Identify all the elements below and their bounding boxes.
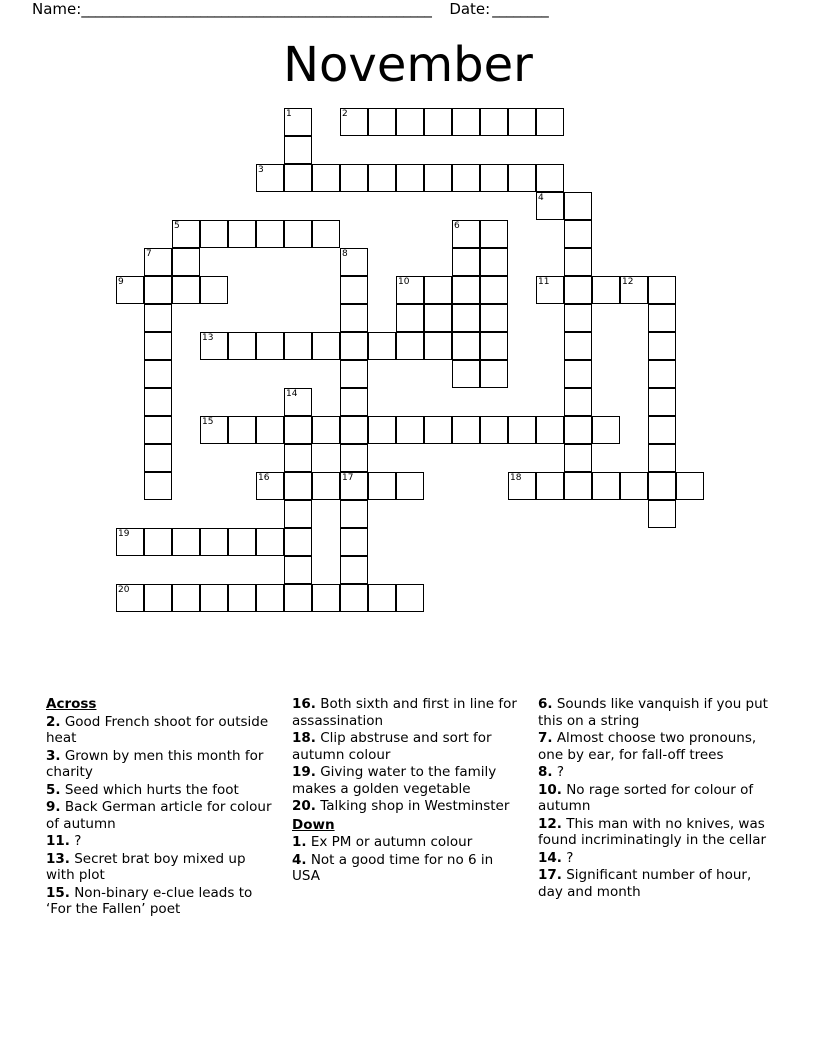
grid-cell[interactable] — [340, 304, 368, 332]
grid-cell[interactable] — [256, 528, 284, 556]
grid-cell[interactable] — [340, 164, 368, 192]
clue-number: 9. — [46, 799, 61, 815]
grid-cell[interactable] — [228, 416, 256, 444]
grid-cell[interactable] — [564, 192, 592, 220]
grid-cell[interactable] — [200, 416, 228, 444]
grid-cell[interactable] — [536, 164, 564, 192]
clue-number: 10. — [538, 781, 562, 798]
grid-cell[interactable] — [228, 584, 256, 612]
grid-cell[interactable] — [648, 500, 676, 528]
grid-cell[interactable] — [256, 472, 284, 500]
grid-cell[interactable] — [228, 220, 256, 248]
grid-cell[interactable] — [200, 220, 228, 248]
grid-cell[interactable] — [256, 164, 284, 192]
cell-number: 18 — [510, 473, 522, 483]
name-write-line[interactable]: __________________________________________________ — [81, 0, 432, 18]
grid-cell[interactable] — [452, 220, 480, 248]
clue-section-heading: Across — [46, 696, 97, 712]
grid-cell[interactable] — [284, 584, 312, 612]
clue-item — [538, 816, 770, 849]
name-date-line — [32, 0, 784, 26]
clue-text: Not a good time for no 6 in USA — [292, 851, 494, 884]
crossword-grid[interactable] — [0, 104, 816, 684]
grid-cell[interactable] — [620, 472, 648, 500]
grid-cell[interactable] — [564, 332, 592, 360]
grid-cell[interactable] — [340, 472, 368, 500]
clue-item — [538, 764, 770, 781]
grid-cell[interactable] — [144, 360, 172, 388]
clue-item — [46, 782, 278, 799]
grid-cell[interactable] — [648, 332, 676, 360]
grid-cell[interactable] — [256, 332, 284, 360]
grid-cell[interactable] — [340, 500, 368, 528]
grid-cell[interactable] — [284, 444, 312, 472]
cell-number: 12 — [622, 277, 634, 287]
grid-cell[interactable] — [144, 416, 172, 444]
clue-number: 14. — [538, 849, 562, 866]
grid-cell[interactable] — [396, 108, 424, 136]
grid-cell[interactable] — [340, 108, 368, 136]
grid-cell[interactable] — [676, 472, 704, 500]
grid-cell[interactable] — [396, 416, 424, 444]
clue-section-heading: Down — [292, 816, 335, 833]
grid-cell[interactable] — [480, 360, 508, 388]
grid-cell[interactable] — [396, 164, 424, 192]
grid-cell[interactable] — [508, 108, 536, 136]
clue-item — [538, 730, 770, 763]
grid-cell[interactable] — [340, 584, 368, 612]
grid-cell[interactable] — [536, 108, 564, 136]
cell-number: 9 — [118, 277, 124, 287]
cell-number: 3 — [258, 165, 264, 175]
grid-cell[interactable] — [564, 248, 592, 276]
clue-item — [538, 867, 770, 900]
grid-cell[interactable] — [480, 276, 508, 304]
grid-cell[interactable] — [480, 248, 508, 276]
grid-cell[interactable] — [340, 416, 368, 444]
clue-number: 20. — [292, 798, 316, 814]
cell-number: 19 — [118, 529, 130, 539]
grid-cell[interactable] — [480, 108, 508, 136]
grid-cell[interactable] — [452, 164, 480, 192]
clue-item — [46, 851, 278, 884]
grid-cell[interactable] — [340, 528, 368, 556]
grid-cell[interactable] — [116, 584, 144, 612]
clue-number: 18. — [292, 730, 316, 746]
grid-cell[interactable] — [284, 108, 312, 136]
grid-cell[interactable] — [452, 360, 480, 388]
grid-cell[interactable] — [284, 556, 312, 584]
grid-cell[interactable] — [564, 472, 592, 500]
clue-text: Good French shoot for outside heat — [46, 713, 269, 746]
grid-cell[interactable] — [480, 164, 508, 192]
clue-number: 16. — [292, 696, 316, 712]
grid-cell[interactable] — [284, 416, 312, 444]
clue-text: Ex PM or autumn colour — [306, 834, 473, 850]
clue-text: Talking shop in Westminster — [315, 798, 510, 814]
grid-cell[interactable] — [396, 584, 424, 612]
cell-number: 2 — [342, 109, 348, 119]
grid-cell[interactable] — [648, 388, 676, 416]
cell-number: 17 — [342, 473, 354, 483]
grid-cell[interactable] — [452, 304, 480, 332]
grid-cell[interactable] — [284, 136, 312, 164]
grid-cell[interactable] — [172, 248, 200, 276]
clue-item — [46, 748, 278, 781]
grid-cell[interactable] — [620, 276, 648, 304]
grid-cell[interactable] — [424, 276, 452, 304]
clue-item — [292, 696, 524, 729]
clue-item — [538, 782, 770, 815]
date-write-line[interactable]: ________ — [492, 0, 549, 18]
grid-cell[interactable] — [312, 220, 340, 248]
grid-cell[interactable] — [592, 276, 620, 304]
grid-cell[interactable] — [424, 164, 452, 192]
grid-cell[interactable] — [284, 164, 312, 192]
grid-cell[interactable] — [256, 584, 284, 612]
clue-text: Both sixth and first in line for assassination — [292, 696, 517, 729]
clue-column-down — [538, 696, 770, 919]
grid-cell[interactable] — [368, 332, 396, 360]
grid-cell[interactable] — [564, 220, 592, 248]
clue-text: Back German article for colour of autumn — [46, 799, 272, 832]
grid-cell[interactable] — [340, 360, 368, 388]
clue-item — [292, 852, 524, 885]
grid-cell[interactable] — [424, 108, 452, 136]
grid-cell[interactable] — [312, 584, 340, 612]
clue-item — [292, 798, 524, 815]
clue-number: 5. — [46, 781, 61, 798]
grid-cell[interactable] — [284, 220, 312, 248]
grid-cell[interactable] — [564, 304, 592, 332]
grid-cell[interactable] — [424, 416, 452, 444]
clue-number: 13. — [46, 850, 70, 867]
grid-cell[interactable] — [424, 332, 452, 360]
grid-cell[interactable] — [480, 220, 508, 248]
clue-number: 2. — [46, 713, 61, 730]
grid-cell[interactable] — [648, 304, 676, 332]
grid-cell[interactable] — [480, 304, 508, 332]
clue-item — [46, 885, 278, 918]
clue-number: 1. — [292, 834, 307, 850]
grid-cell[interactable] — [648, 444, 676, 472]
clue-number: 19. — [292, 764, 316, 780]
cell-number: 15 — [202, 417, 214, 427]
grid-cell[interactable] — [144, 276, 172, 304]
cell-number: 7 — [146, 249, 152, 259]
clue-text: Grown by men this month for charity — [46, 747, 264, 780]
grid-cell[interactable] — [368, 164, 396, 192]
grid-cell[interactable] — [284, 528, 312, 556]
grid-cell[interactable] — [340, 444, 368, 472]
clue-lists — [46, 696, 786, 919]
grid-cell[interactable] — [452, 108, 480, 136]
clue-number: 15. — [46, 884, 70, 901]
grid-cell[interactable] — [284, 332, 312, 360]
clue-number: 7. — [538, 730, 553, 746]
grid-cell[interactable] — [396, 332, 424, 360]
clue-number: 11. — [46, 833, 70, 849]
clue-text: No rage sorted for colour of autumn — [538, 781, 754, 814]
clue-text: ? — [69, 833, 82, 849]
clue-column-middle — [292, 696, 524, 919]
grid-cell[interactable] — [284, 472, 312, 500]
clue-item — [46, 799, 278, 832]
grid-cell[interactable] — [228, 332, 256, 360]
grid-cell[interactable] — [368, 108, 396, 136]
clue-item — [292, 834, 524, 851]
grid-cell[interactable] — [116, 528, 144, 556]
grid-cell[interactable] — [452, 248, 480, 276]
grid-cell[interactable] — [144, 444, 172, 472]
clue-text: This man with no knives, was found incriminatingly in the cellar — [538, 815, 767, 848]
grid-cell[interactable] — [312, 472, 340, 500]
cell-number: 11 — [538, 277, 550, 287]
grid-cell[interactable] — [116, 276, 144, 304]
grid-cell[interactable] — [536, 472, 564, 500]
clue-number: 4. — [292, 851, 307, 868]
clue-text: Non-binary e-clue leads to ‘For the Fallen’ poet — [46, 884, 253, 917]
grid-cell[interactable] — [172, 584, 200, 612]
grid-cell[interactable] — [368, 416, 396, 444]
grid-cell[interactable] — [340, 388, 368, 416]
grid-cell[interactable] — [536, 192, 564, 220]
grid-cell[interactable] — [648, 360, 676, 388]
grid-cell[interactable] — [200, 528, 228, 556]
clue-item — [46, 714, 278, 747]
name-label: Name: — [32, 0, 82, 18]
date-label: Date: — [449, 0, 491, 18]
clue-text: Secret brat boy mixed up with plot — [46, 850, 246, 883]
cell-number: 16 — [258, 473, 270, 483]
clue-column-across — [46, 696, 278, 919]
clue-number: 3. — [46, 747, 61, 764]
clue-item — [538, 850, 770, 867]
grid-cell[interactable] — [508, 472, 536, 500]
grid-cell[interactable] — [256, 220, 284, 248]
clue-text: Seed which hurts the foot — [60, 781, 239, 798]
grid-cell[interactable] — [144, 584, 172, 612]
grid-cell[interactable] — [144, 332, 172, 360]
cell-number: 20 — [118, 585, 130, 595]
grid-cell[interactable] — [508, 416, 536, 444]
grid-cell[interactable] — [200, 332, 228, 360]
grid-cell[interactable] — [312, 416, 340, 444]
grid-cell[interactable] — [284, 388, 312, 416]
cell-number: 13 — [202, 333, 214, 343]
grid-cell[interactable] — [452, 332, 480, 360]
clue-text: Clip abstruse and sort for autumn colour — [292, 730, 492, 763]
grid-cell[interactable] — [144, 388, 172, 416]
grid-cell[interactable] — [564, 416, 592, 444]
grid-cell[interactable] — [172, 276, 200, 304]
cell-number: 6 — [454, 221, 460, 231]
grid-cell[interactable] — [284, 500, 312, 528]
grid-cell[interactable] — [648, 276, 676, 304]
grid-cell[interactable] — [648, 472, 676, 500]
grid-cell[interactable] — [592, 472, 620, 500]
grid-cell[interactable] — [312, 164, 340, 192]
grid-cell[interactable] — [200, 584, 228, 612]
cell-number: 4 — [538, 193, 544, 203]
clue-text: Sounds like vanquish if you put this on a string — [538, 696, 768, 729]
grid-cell[interactable] — [396, 276, 424, 304]
grid-cell[interactable] — [200, 276, 228, 304]
grid-cell[interactable] — [340, 332, 368, 360]
grid-cell[interactable] — [340, 556, 368, 584]
cell-number: 1 — [286, 109, 292, 119]
grid-cell[interactable] — [368, 584, 396, 612]
clue-text: Giving water to the family makes a golden vegetable — [292, 764, 497, 797]
cell-number: 14 — [286, 389, 298, 399]
grid-cell[interactable] — [368, 472, 396, 500]
grid-cell[interactable] — [256, 416, 284, 444]
clue-number: 8. — [538, 764, 553, 780]
grid-cell[interactable] — [396, 472, 424, 500]
grid-cell[interactable] — [536, 276, 564, 304]
grid-cell[interactable] — [480, 332, 508, 360]
grid-cell[interactable] — [312, 332, 340, 360]
grid-cell[interactable] — [172, 220, 200, 248]
clue-text: Almost choose two pronouns, one by ear, for fall-off trees — [538, 730, 757, 763]
grid-cell[interactable] — [592, 416, 620, 444]
grid-cell[interactable] — [564, 388, 592, 416]
clue-text: ? — [552, 764, 564, 780]
grid-cell[interactable] — [536, 416, 564, 444]
grid-cell[interactable] — [564, 360, 592, 388]
grid-cell[interactable] — [480, 416, 508, 444]
grid-cell[interactable] — [172, 528, 200, 556]
clue-item — [46, 833, 278, 850]
grid-cell[interactable] — [144, 528, 172, 556]
clue-item — [538, 696, 770, 729]
clue-item — [292, 764, 524, 797]
grid-cell[interactable] — [452, 276, 480, 304]
clue-text: Significant number of hour, day and month — [538, 867, 752, 900]
grid-cell[interactable] — [144, 304, 172, 332]
grid-cell[interactable] — [564, 276, 592, 304]
clue-number: 12. — [538, 815, 562, 832]
grid-cell[interactable] — [340, 248, 368, 276]
clue-item — [292, 730, 524, 763]
grid-cell[interactable] — [396, 304, 424, 332]
cell-number: 10 — [398, 277, 410, 287]
grid-cell[interactable] — [144, 248, 172, 276]
grid-cell[interactable] — [144, 472, 172, 500]
cell-number: 8 — [342, 249, 348, 259]
grid-cell[interactable] — [424, 304, 452, 332]
grid-cell[interactable] — [648, 416, 676, 444]
clue-text: ? — [561, 849, 574, 866]
grid-cell[interactable] — [452, 416, 480, 444]
clue-number: 17. — [538, 867, 562, 883]
grid-cell[interactable] — [228, 528, 256, 556]
grid-cell[interactable] — [508, 164, 536, 192]
grid-cell[interactable] — [564, 444, 592, 472]
grid-cell[interactable] — [340, 276, 368, 304]
cell-number: 5 — [174, 221, 180, 231]
page-title: November — [283, 37, 533, 93]
clue-number: 6. — [538, 696, 553, 712]
